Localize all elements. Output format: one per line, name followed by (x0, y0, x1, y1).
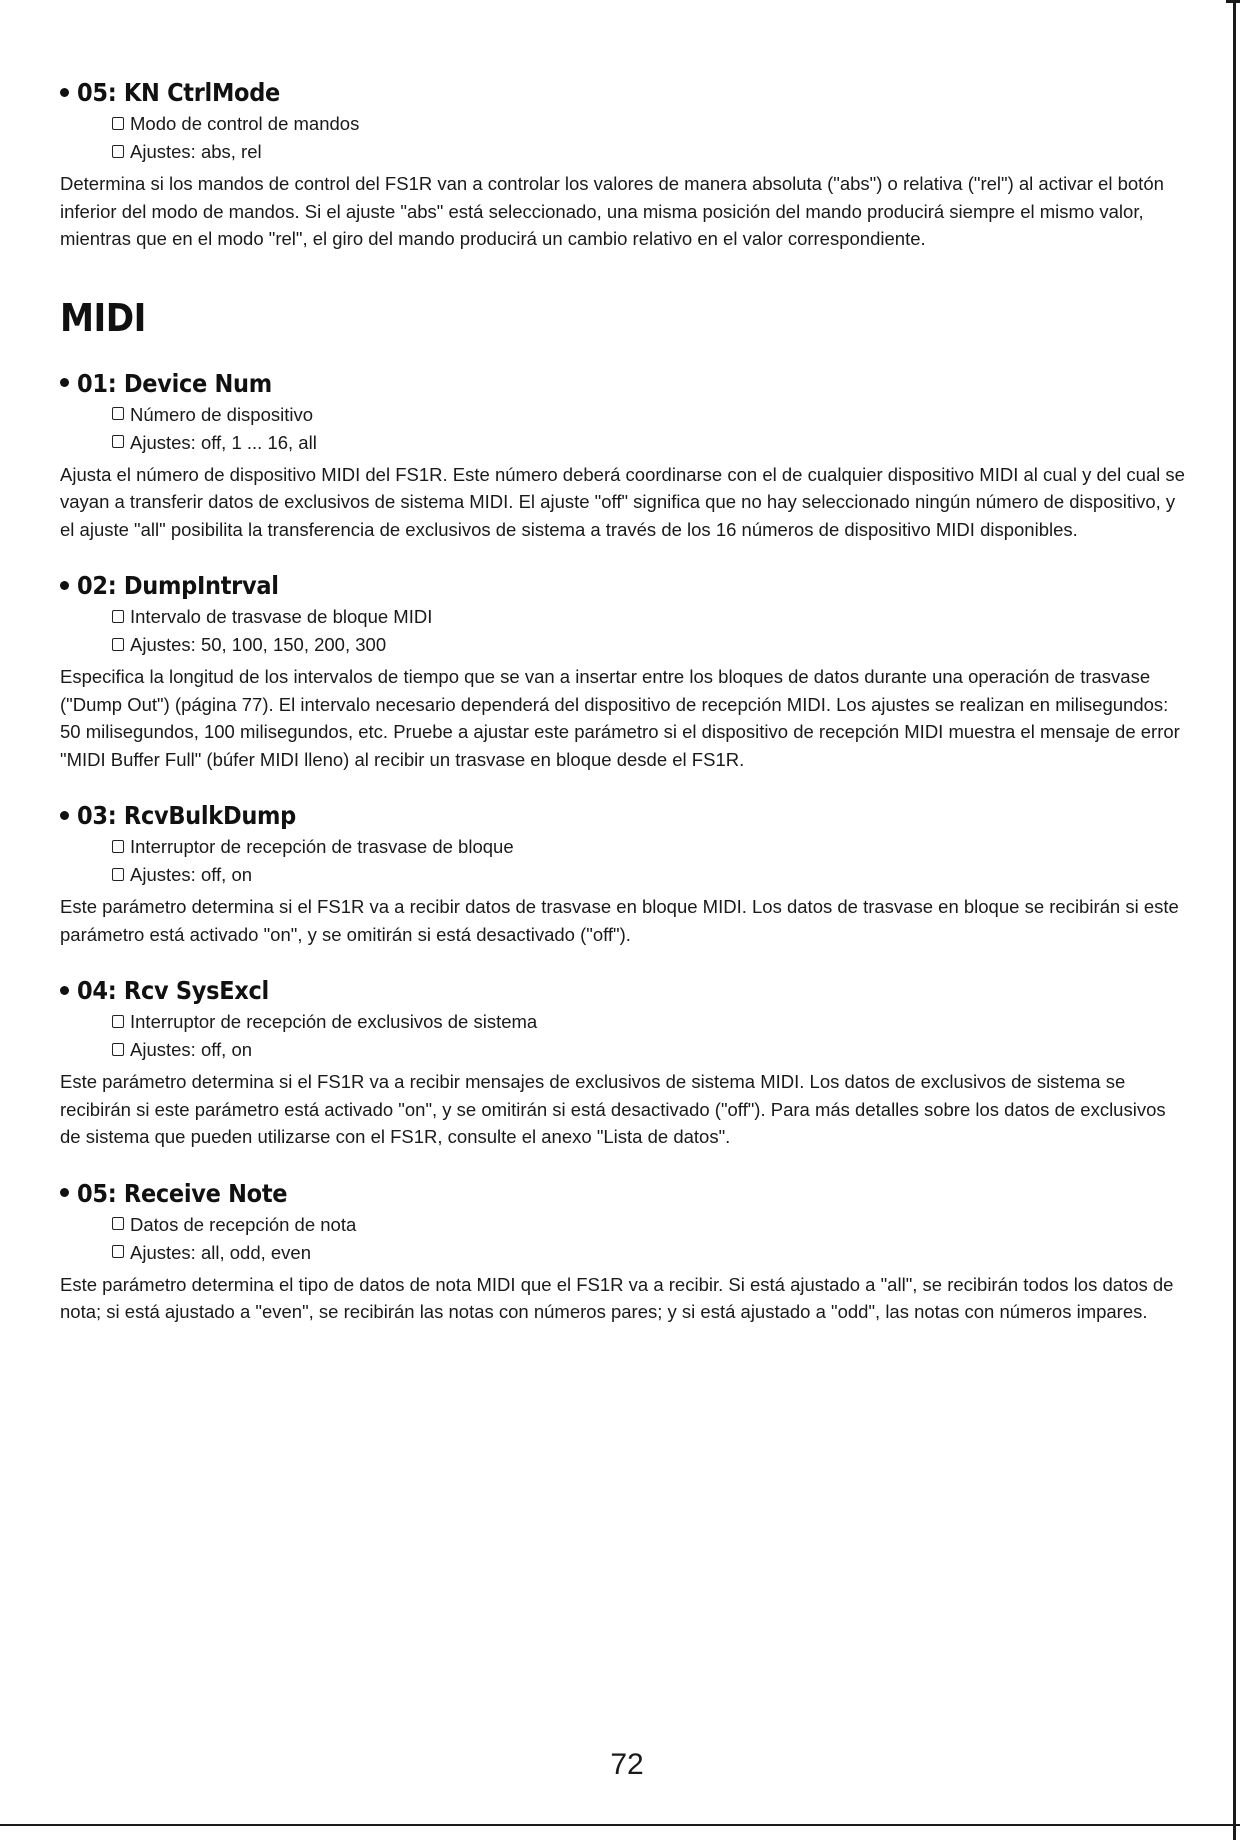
checkbox-square-icon (112, 868, 124, 881)
param-name: Interruptor de recepción de trasvase de bloque (112, 833, 1190, 861)
section-heading-midi: MIDI (60, 295, 146, 340)
param-device-num (60, 369, 1190, 544)
page-edge-bottom (0, 1824, 1240, 1826)
param-settings: Ajustes: 50, 100, 150, 200, 300 (112, 631, 1190, 659)
param-dump-intrval (60, 571, 1190, 773)
checkbox-square-icon (112, 638, 124, 651)
checkbox-square-icon (112, 1043, 124, 1056)
param-name: Intervalo de trasvase de bloque MIDI (112, 603, 1190, 631)
bullet-icon (60, 811, 69, 820)
param-description: Determina si los mandos de control del FS1R van a controlar los valores de manera absoluta ("abs") o relativa ("rel") al activar el botón inferior del modo de mandos. Si el ajuste "abs" está seleccionado, una misma posición del mando producirá siempre el mismo valor, mientras que en el modo "rel", el giro del mando producirá un cambio relativo en el valor correspondiente. (60, 173, 1164, 249)
param-description: Especifica la longitud de los intervalos de tiempo que se van a insertar entre los bloques de datos durante una operación de trasvase ("Dump Out") (página 77). El intervalo necesario dependerá del dispositivo de recepción MIDI. Los ajustes se realizan en milisegundos: 50 milisegundos, 100 milisegundos, etc. Pruebe a ajustar este parámetro si el dispositivo de recepción MIDI muestra el mensaje de error "MIDI Buffer Full" (búfer MIDI lleno) al recibir un trasvase en bloque desde el FS1R. (60, 666, 1180, 770)
checkbox-square-icon (112, 1217, 124, 1230)
checkbox-square-icon (112, 1015, 124, 1028)
param-title: 05: KN CtrlMode (60, 78, 1190, 108)
checkbox-square-icon (112, 117, 124, 130)
bullet-icon (60, 581, 69, 590)
param-settings: Ajustes: abs, rel (112, 138, 1190, 166)
bullet-icon (60, 378, 69, 387)
param-title: 01: Device Num (60, 369, 1190, 399)
param-kn-ctrlmode (60, 78, 1190, 253)
param-name: Interruptor de recepción de exclusivos de sistema (112, 1008, 1190, 1036)
param-settings: Ajustes: all, odd, even (112, 1239, 1190, 1267)
page-number: 72 (610, 1748, 644, 1781)
param-settings: Ajustes: off, on (112, 1036, 1190, 1064)
param-description: Este parámetro determina si el FS1R va a recibir datos de trasvase en bloque MIDI. Los datos de trasvase en bloque se recibirán si este parámetro está activado "on", y se omitirán si está desactivado ("off"). (60, 896, 1179, 945)
page-edge-right (1233, 0, 1236, 1840)
checkbox-square-icon (112, 1245, 124, 1258)
param-title: 05: Receive Note (60, 1179, 1190, 1209)
param-description: Este parámetro determina el tipo de datos de nota MIDI que el FS1R va a recibir. Si está ajustado a "all", se recibirán todos los datos de nota; si está ajustado a "even", se recibirán las notas con números pares; y si está ajustado a "odd", las notas con números impares. (60, 1273, 1174, 1322)
param-name: Modo de control de mandos (112, 110, 1190, 138)
checkbox-square-icon (112, 840, 124, 853)
param-title: 02: DumpIntrval (60, 571, 1190, 601)
bullet-icon (60, 88, 69, 97)
bullet-icon (60, 1188, 69, 1197)
param-description: Este parámetro determina si el FS1R va a recibir mensajes de exclusivos de sistema MIDI. Los datos de exclusivos de sistema se recibirán si este parámetro está activado "on", y se omitirán si está desactivado ("off"). Para más detalles sobre los datos de exclusivos de sistema que pueden utilizarse con el FS1R, consulte el anexo "Lista de datos". (60, 1071, 1166, 1147)
param-settings: Ajustes: off, on (112, 861, 1190, 889)
param-name: Número de dispositivo (112, 401, 1190, 429)
bullet-icon (60, 986, 69, 995)
param-rcv-sysexcl (60, 976, 1190, 1151)
checkbox-square-icon (112, 435, 124, 448)
checkbox-square-icon (112, 610, 124, 623)
checkbox-square-icon (112, 407, 124, 420)
param-rcv-bulk-dump (60, 801, 1190, 948)
checkbox-square-icon (112, 145, 124, 158)
param-title: 03: RcvBulkDump (60, 801, 1190, 831)
param-receive-note (60, 1179, 1190, 1326)
param-name: Datos de recepción de nota (112, 1211, 1190, 1239)
param-description: Ajusta el número de dispositivo MIDI del FS1R. Este número deberá coordinarse con el de cualquier dispositivo MIDI al cual y del cual se vayan a transferir datos de exclusivos de sistema MIDI. El ajuste "off" significa que no hay seleccionado ningún número de dispositivo, y el ajuste "all" posibilita la transferencia de exclusivos de sistema a través de los 16 números de dispositivo MIDI disponibles. (60, 463, 1185, 540)
param-settings: Ajustes: off, 1 ... 16, all (112, 429, 1190, 457)
page-content (60, 78, 1190, 1354)
param-title: 04: Rcv SysExcl (60, 976, 1190, 1006)
page-edge-corner (1226, 0, 1240, 3)
